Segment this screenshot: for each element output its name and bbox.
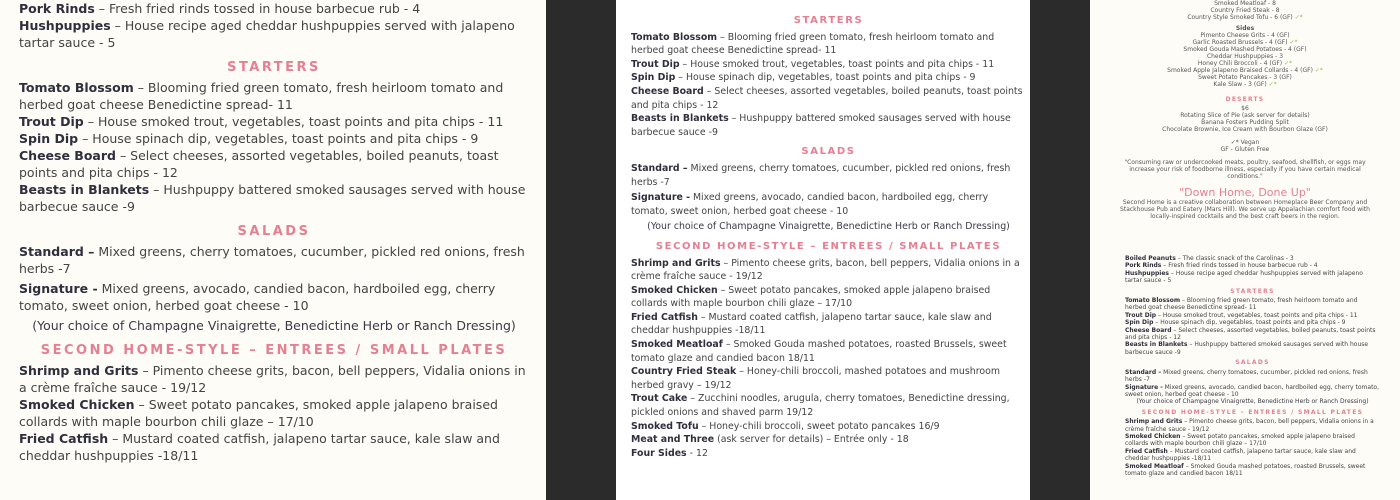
section-heading-starters: STARTERS (1230, 287, 1275, 295)
side-item: Smoked Gouda Mashed Potatoes - 4 (GF) (1183, 46, 1307, 53)
side-item: Smoked Apple Jalapeno Braised Collards - 4 (GF) ✓* (1167, 67, 1323, 74)
item-description: – Pimento cheese grits, bacon, bell peppers, Vidalia onions in a crème fraîche sauce - 19/12 (19, 363, 526, 395)
item-description: – Blooming fried green tomato, fresh heirloom tomato and herbed goat cheese Benedictine spread- 11 (1125, 297, 1358, 312)
side-item: Cheddar Hushpuppies - 3 (1206, 53, 1284, 60)
item-description: – Pimento cheese grits, bacon, bell peppers, Vidalia onions in a crème fraîche sauce - 19/12 (1125, 418, 1374, 433)
sides-heading: Sides (1235, 25, 1255, 32)
item-description: Mixed greens, cherry tomatoes, cucumber, pickled red onions, fresh herbs -7 (631, 162, 1011, 188)
menu-item (631, 338, 1026, 365)
menu-item (631, 112, 1026, 139)
side-item: Garlic Roasted Brussels - 4 (GF) ✓* (1192, 39, 1298, 46)
entree-side-item: Country Style Smoked Tofu - 6 (GF) ✓* (1187, 14, 1303, 21)
menu-item (19, 430, 529, 464)
section-heading-deserts: DESERTS (1225, 96, 1265, 103)
item-name: Shrimp and Grits (1125, 418, 1183, 426)
item-description: – Honey-chili broccoli, sweet potato pancakes 16/9 (698, 420, 940, 432)
item-name: Cheese Board (631, 85, 704, 97)
menu-item (631, 58, 1026, 72)
item-description: – Pimento cheese grits, bacon, bell peppers, Vidalia onions in a crème fraîche sauce - 19/12 (631, 257, 1020, 283)
item-name: Smoked Chicken (19, 397, 135, 412)
menu-item (1125, 384, 1380, 399)
menu-item (1125, 319, 1380, 326)
side-item: Sweet Potato Pancakes - 3 (GF) (1198, 74, 1292, 81)
item-name: Signature - (631, 192, 690, 204)
item-name: Spin Dip (1125, 319, 1154, 327)
menu-item (631, 162, 1026, 189)
food-safety-warning: "Consuming raw or undercooked meats, poultry, seafood, shellfish, or eggs may increase your risk of foodborne illness, especially if you have certain medical conditions." (1124, 159, 1366, 180)
dressing-note: (Your choice of Champagne Vinaigrette, Benedictine Herb or Ranch Dressing) (647, 221, 1010, 233)
menu-item (1125, 418, 1380, 433)
menu-item (631, 311, 1026, 338)
vegan-icon: ✓* (1292, 14, 1303, 21)
menu-item (631, 191, 1026, 218)
menu-front-side (1090, 252, 1400, 500)
menu-item (1125, 341, 1380, 356)
about-text: Second Home is a creative collaboration between Homeplace Beer Company and Stackhouse Pub and Eatery (Mars Hill). We serve up Appalachian comfort food with locally-inspired cocktails and the best craft beers in the region. (1120, 199, 1370, 220)
section-heading-entrees: SECOND HOME-STYLE – ENTREES / SMALL PLATES (40, 343, 508, 358)
dressing-note: (Your choice of Champagne Vinaigrette, Benedictine Herb or Ranch Dressing) (1136, 398, 1369, 406)
item-name: Cheese Board (19, 148, 116, 163)
item-name: Beasts in Blankets (1125, 341, 1188, 349)
desert-item: Banana Fosters Pudding Split (1201, 119, 1289, 126)
desert-item: Rotating Slice of Pie (ask server for details) (1180, 112, 1310, 119)
item-name: Trout Cake (631, 393, 688, 405)
menu-item (1125, 433, 1380, 448)
item-description: – House spinach dip, vegetables, toast points and pita chips - 9 (1153, 319, 1346, 327)
item-name: Trout Dip (1125, 311, 1157, 319)
menu-item (19, 243, 529, 277)
item-description: - 12 (686, 447, 708, 459)
section-heading-salads: SALADS (1235, 359, 1270, 367)
item-description: – Hushpuppy battered smoked sausages served with house barbecue sauce -9 (1125, 341, 1369, 356)
item-name: Shrimp and Grits (631, 257, 721, 269)
dietary-legend (1090, 139, 1400, 153)
menu-item (631, 257, 1026, 284)
item-description: – Sweet potato pancakes, smoked apple jalapeno braised collards with maple bourbon chili glaze – 17/10 (631, 284, 991, 310)
item-name: Smoked Meatloaf (1125, 462, 1184, 470)
menu-item (19, 362, 529, 396)
item-description: – Sweet potato pancakes, smoked apple jalapeno braised collards with maple bourbon chili glaze – 17/10 (19, 397, 498, 429)
item-name: Smoked Chicken (1125, 432, 1181, 440)
item-description: – Fresh fried rinds tossed in house barbecue rub - 4 (94, 1, 421, 16)
item-name: Four Sides (631, 447, 687, 459)
entree-side-item: Country Fried Steak - 8 (1210, 7, 1280, 14)
menu-item (1125, 297, 1380, 312)
menu-item (1125, 262, 1380, 269)
legend-item: GF - Gluten Free (1220, 146, 1270, 153)
item-name: Spin Dip (19, 131, 79, 146)
vegan-icon: ✓* (1282, 60, 1293, 67)
item-name: Shrimp and Grits (19, 363, 139, 378)
item-name: Spin Dip (631, 72, 676, 84)
item-description: Mixed greens, avocado, candied bacon, hardboiled egg, cherry tomato, sweet onion, herbed goat cheese - 10 (19, 281, 496, 313)
desert-item: Chocolate Brownie, Ice Cream with Bourbon Glaze (GF) (1162, 126, 1328, 133)
menu-item (1125, 270, 1380, 285)
menu-page-thumbnail (1090, 0, 1400, 500)
menu-item (631, 85, 1026, 112)
menu-item (19, 181, 529, 215)
item-description: – House smoked trout, vegetables, toast points and pita chips - 11 (83, 114, 504, 129)
item-name: Fried Catfish (19, 431, 109, 446)
item-description: – Mustard coated catfish, jalapeno tartar sauce, kale slaw and cheddar hushpuppies -18/11 (631, 311, 992, 337)
item-name: Tomato Blossom (631, 31, 718, 43)
vegan-icon: ✓* (1312, 67, 1323, 74)
dressing-note: (Your choice of Champagne Vinaigrette, Benedictine Herb or Ranch Dressing) (32, 318, 516, 333)
menu-item (1125, 448, 1380, 463)
entree-side-item: Smoked Meatloaf - 8 (1214, 0, 1276, 7)
menu-item (631, 284, 1026, 311)
item-name: Cheese Board (1125, 326, 1172, 334)
item-description: – House recipe aged cheddar hushpuppies served with jalapeno tartar sauce - 5 (1125, 269, 1363, 285)
menu-back-side (1090, 0, 1400, 220)
menu-item (19, 17, 529, 51)
menu-item (19, 147, 529, 181)
menu-page-medium (616, 0, 1030, 500)
item-name: Beasts in Blankets (19, 182, 150, 197)
item-name: Hushpuppies (19, 18, 111, 33)
menu-item (19, 130, 529, 147)
item-description: – Select cheeses, assorted vegetables, boiled peanuts, toast points and pita chips - 12 (19, 148, 499, 180)
item-name: Standard – (19, 244, 95, 259)
menu-page-large (0, 0, 546, 500)
item-name: Trout Dip (631, 58, 680, 70)
item-name: Signature - (1125, 383, 1163, 391)
desert-item: $6 (1241, 105, 1249, 112)
item-name: Pork Rinds (19, 1, 95, 16)
item-name: Tomato Blossom (1125, 297, 1181, 305)
item-description: – Mustard coated catfish, jalapeno tartar sauce, kale slaw and cheddar hushpuppies -18/11 (1125, 447, 1356, 463)
item-description: – House spinach dip, vegetables, toast points and pita chips - 9 (675, 72, 976, 84)
item-description: (ask server for details) – Entrée only - 18 (714, 434, 909, 446)
item-description: – House spinach dip, vegetables, toast points and pita chips - 9 (78, 131, 479, 146)
item-name: Fried Catfish (1125, 447, 1168, 455)
menu-column (631, 14, 1026, 460)
menu-item (631, 433, 1026, 447)
item-name: Smoked Meatloaf (631, 339, 723, 351)
menu-item (631, 365, 1026, 392)
item-description: Mixed greens, cherry tomatoes, cucumber, pickled red onions, fresh herbs -7 (1125, 368, 1368, 384)
side-item: Pimento Cheese Grits - 4 (GF) (1200, 32, 1290, 39)
vegan-icon: ✓* (1266, 81, 1277, 88)
item-description: – House smoked trout, vegetables, toast points and pita chips - 11 (1156, 311, 1358, 319)
section-heading-salads: SALADS (801, 146, 856, 158)
menu-column (1125, 255, 1380, 477)
menu-item (631, 392, 1026, 419)
item-name: Boiled Peanuts (1125, 255, 1176, 262)
menu-item (1125, 312, 1380, 319)
item-name: Pork Rinds (1125, 262, 1162, 270)
item-name: Fried Catfish (631, 311, 698, 323)
item-name: Standard – (631, 162, 688, 174)
item-name: Standard – (1125, 368, 1162, 376)
item-description: – Select cheeses, assorted vegetables, boiled peanuts, toast points and pita chips - 12 (1125, 326, 1376, 342)
legend-item: ✓* Vegan (1230, 139, 1260, 146)
item-name: Country Fried Steak (631, 366, 737, 378)
item-name: Beasts in Blankets (631, 113, 729, 125)
menu-item (19, 280, 529, 314)
section-heading-starters: STARTERS (227, 60, 321, 75)
item-description: – Smoked Gouda mashed potatoes, roasted Brussels, sweet tomato glaze and candied bacon 18/11 (1125, 462, 1366, 477)
item-description: – Blooming fried green tomato, fresh heirloom tomato and herbed goat cheese Benedictine spread- 11 (19, 80, 504, 112)
menu-item (631, 447, 1026, 461)
tagline: "Down Home, Done Up" (1179, 186, 1311, 199)
item-description: – Select cheeses, assorted vegetables, boiled peanuts, toast points and pita chips - 12 (631, 85, 1023, 111)
item-description: – Hushpuppy battered smoked sausages served with house barbecue sauce -9 (19, 182, 526, 214)
item-description: – House smoked trout, vegetables, toast points and pita chips - 11 (679, 58, 995, 70)
item-description: Mixed greens, avocado, candied bacon, hardboiled egg, cherry tomato, sweet onion, herbed goat cheese - 10 (631, 192, 989, 217)
section-heading-starters: STARTERS (793, 15, 864, 26)
menu-item (631, 31, 1026, 58)
menu-item (1125, 463, 1380, 478)
menu-item (1125, 255, 1380, 262)
item-description: – The classic snack of the Carolinas - 3 (1175, 255, 1294, 262)
menu-column (19, 0, 529, 464)
item-description: Mixed greens, avocado, candied bacon, hardboiled egg, cherry tomato, sweet onion, herbed goat cheese - 10 (1125, 383, 1379, 398)
item-name: Tomato Blossom (19, 80, 134, 95)
item-description: – Hushpuppy battered smoked sausages served with house barbecue sauce -9 (631, 113, 1011, 138)
item-description: – House recipe aged cheddar hushpuppies served with jalapeno tartar sauce - 5 (19, 18, 515, 50)
menu-item (19, 113, 529, 130)
menu-item (1125, 327, 1380, 342)
item-name: Smoked Tofu (631, 420, 699, 432)
side-item: Kale Slaw - 3 (GF) ✓* (1213, 81, 1277, 88)
menu-item (631, 420, 1026, 434)
item-description: – Blooming fried green tomato, fresh heirloom tomato and herbed goat cheese Benedictine spread- 11 (631, 31, 995, 57)
item-name: Hushpuppies (1125, 269, 1169, 277)
section-heading-salads: SALADS (237, 224, 311, 239)
menu-item (631, 71, 1026, 85)
item-description: – Mustard coated catfish, jalapeno tartar sauce, kale slaw and cheddar hushpuppies -18/11 (19, 431, 500, 463)
item-description: – Fresh fried rinds tossed in house barbecue rub - 4 (1161, 262, 1318, 270)
side-item: Honey Chili Broccoli - 4 (GF) ✓* (1197, 60, 1293, 67)
section-heading-entrees: SECOND HOME-STYLE – ENTREES / SMALL PLATES (655, 240, 1002, 252)
item-name: Meat and Three (631, 434, 715, 446)
item-name: Smoked Chicken (631, 284, 718, 296)
item-description: Mixed greens, cherry tomatoes, cucumber, pickled red onions, fresh herbs -7 (19, 244, 525, 276)
menu-item (19, 79, 529, 113)
section-heading-entrees: SECOND HOME-STYLE – ENTREES / SMALL PLATES (1141, 408, 1364, 416)
item-description: – Honey-chili broccoli, mashed potatoes and mushroom herbed gravy – 19/12 (631, 366, 1000, 391)
menu-item (19, 396, 529, 430)
item-description: – Sweet potato pancakes, smoked apple jalapeno braised collards with maple bourbon chili glaze – 17/10 (1125, 432, 1355, 448)
menu-item (1125, 369, 1380, 384)
item-name: Trout Dip (19, 114, 84, 129)
item-name: Signature - (19, 281, 98, 296)
item-description: – Zucchini noodles, arugula, cherry tomatoes, Benedictine dressing, pickled onions and shaved parm 19/12 (631, 393, 1010, 419)
menu-item (19, 0, 529, 17)
vegan-icon: ✓* (1287, 39, 1298, 46)
item-description: – Smoked Gouda mashed potatoes, roasted Brussels, sweet tomato glaze and candied bacon 18/11 (631, 339, 1007, 364)
